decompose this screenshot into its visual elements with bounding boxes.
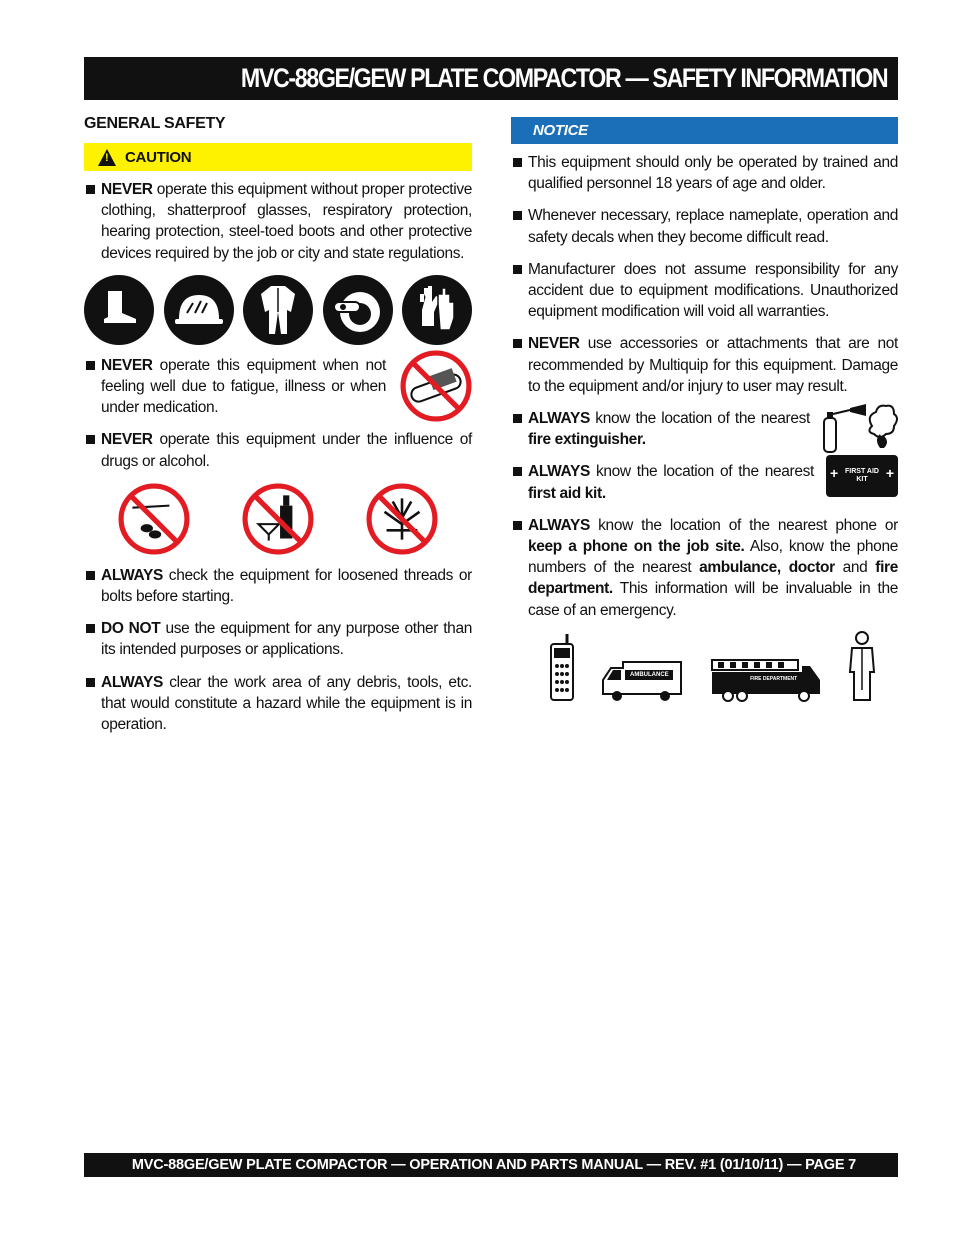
list-item: ALWAYS know the location of the nearest phone or keep a phone on the job site. Also, know the phone numbers of the nearest ambulance, doctor and fire department. This information will be invaluable in the case of an emergency. — [511, 515, 898, 621]
section-heading: GENERAL SAFETY — [84, 115, 226, 132]
page-title-bar — [84, 57, 898, 100]
list-item: Manufacturer does not assume responsibility for any accident due to equipment modifications. Unauthorized equipment modification will void all warranties. — [511, 259, 898, 323]
general-safety-column — [84, 112, 472, 746]
fire-truck-icon: FIRE DEPARTMENT — [710, 658, 822, 702]
list-item: ALWAYS know the location of the nearest first aid kit. — [511, 461, 814, 503]
list-item: NEVER operate this equipment without proper protective clothing, shatterproof glasses, respiratory protection, hearing protection, steel-toed boots and other protective devices required by the job or city and state regulations. — [84, 179, 472, 264]
ambulance-icon: AMBULANCE — [601, 658, 683, 702]
doctor-icon — [848, 630, 876, 702]
ppe-icon-row — [84, 275, 472, 345]
goggles-respirator-icon — [323, 275, 393, 345]
list-item: ALWAYS check the equipment for loosened threads or bolts before starting. — [84, 565, 472, 607]
list-item: ALWAYS clear the work area of any debris, tools, etc. that would constitute a hazard while the equipment is in operation. — [84, 672, 472, 736]
list-item: DO NOT use the equipment for any purpose other than its intended purposes or applications. — [84, 618, 472, 660]
warning-triangle-icon — [98, 149, 116, 166]
list-item: This equipment should only be operated by trained and qualified personnel 18 years of age and older. — [511, 152, 898, 194]
notice-label: NOTICE — [533, 122, 588, 139]
no-alcohol-icon — [242, 483, 314, 555]
no-marijuana-icon — [366, 483, 438, 555]
notice-banner — [511, 117, 898, 144]
hard-hat-icon — [164, 275, 234, 345]
list-item: NEVER operate this equipment under the influence of drugs or alcohol. — [84, 429, 472, 471]
steel-toe-boot-icon — [84, 275, 154, 345]
emergency-icon-row — [511, 630, 898, 702]
fire-extinguisher-icon — [822, 402, 898, 454]
caution-banner — [84, 143, 472, 171]
list-item: ALWAYS know the location of the nearest fire extinguisher. — [511, 408, 810, 450]
no-medication-icon — [400, 350, 472, 422]
footer-text: MVC-88GE/GEW PLATE COMPACTOR — OPERATION AND PARTS MANUAL — REV. #1 (01/10/11) — PAGE 7 — [131, 1157, 856, 1173]
gloves-icon — [402, 275, 472, 345]
first-aid-kit-icon: + + FIRST AID KIT — [826, 455, 898, 497]
list-item: NEVER use accessories or attachments that are not recommended by Multiquip for this equipment. Damage to the equipment and/or injury to user may result. — [511, 333, 898, 397]
list-item: Whenever necessary, replace nameplate, operation and safety decals when they become difficult read. — [511, 205, 898, 247]
cell-phone-icon — [549, 632, 575, 702]
page-footer — [84, 1153, 898, 1177]
no-drugs-icon — [118, 483, 190, 555]
caution-label: CAUTION — [125, 148, 192, 166]
notice-column — [511, 112, 898, 702]
page-title: MVC-88GE/GEW PLATE COMPACTOR — SAFETY INFORMATION — [241, 63, 888, 93]
no-drugs-alcohol-icon-row — [84, 483, 472, 555]
list-item: NEVER operate this equipment when not feeling well due to fatigue, illness or when under medication. — [84, 355, 386, 419]
coveralls-icon — [243, 275, 313, 345]
